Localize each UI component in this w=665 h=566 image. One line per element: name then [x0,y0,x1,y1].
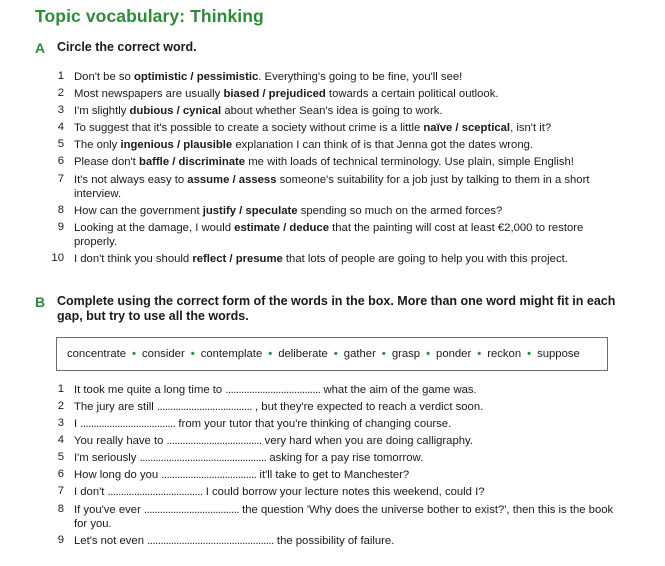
item-text-after: , isn't it? [510,122,552,134]
item-text-before: It's not always easy to [74,174,188,186]
item-text-after: someone's suitability for a job just by talking to them in a short interview. [74,174,590,200]
item-text [74,485,614,499]
item-text-before: I don't think you should [74,253,193,265]
answer-gap[interactable]: ................................................ [139,452,267,464]
word-option[interactable]: presume [235,253,283,265]
item-text-before: I [74,418,81,430]
item-text-after: spending so much on the armed forces? [297,205,503,217]
word-option[interactable]: cynical [182,105,222,117]
vocab-word: ponder [436,348,472,360]
item-number: 9 [57,534,64,546]
item-number: 7 [57,173,64,185]
item-text [74,155,614,169]
item-text-after: explanation I can think of is that Jenna got the dates wrong. [232,139,534,151]
item-text [74,417,614,431]
word-option[interactable]: assess [238,174,277,186]
option-separator: / [280,222,290,234]
section-b-header [35,294,617,324]
item-text [74,383,614,397]
option-separator: / [187,71,197,83]
item-text-after: me with loads of technical terminology. Use plain, simple English! [245,156,574,168]
word-option[interactable]: deduce [289,222,329,234]
item-number: 3 [57,417,64,429]
bullet-separator: • [426,348,431,360]
answer-gap[interactable]: .................................... [143,504,239,516]
item-text-before: How can the government [74,205,203,217]
item-text-before: Please don't [74,156,139,168]
item-number: 1 [57,70,64,82]
option-separator: / [229,174,239,186]
item-number: 6 [57,468,64,480]
item-text-after: asking for a pay rise tomorrow. [266,452,424,464]
item-text [74,104,614,118]
item-text [74,87,614,101]
item-text [74,138,614,152]
vocab-word: grasp [391,348,421,360]
item-text-after: what the aim of the game was. [320,384,477,396]
item-text-before: It took me quite a long time to [74,384,226,396]
word-option[interactable]: sceptical [461,122,511,134]
bullet-separator: • [132,348,137,360]
answer-gap[interactable]: .................................... [161,469,257,481]
bullet-separator: • [268,348,273,360]
page-title: Topic vocabulary: Thinking [35,6,264,26]
item-number: 5 [57,138,64,150]
word-option[interactable]: baffle [138,156,170,168]
option-separator: / [173,105,183,117]
answer-gap[interactable]: .................................... [80,418,176,430]
item-text-before: Let's not even [74,535,148,547]
item-number: 5 [57,451,64,463]
item-text [74,503,614,531]
vocab-word: concentrate [67,348,127,360]
item-text-before: Don't be so [74,71,134,83]
option-separator: / [169,156,179,168]
word-option[interactable]: estimate [234,222,280,234]
item-text [74,468,614,482]
word-option[interactable]: discriminate [178,156,246,168]
item-text-after: about whether Sean's idea is going to work. [221,105,443,117]
item-text-before: The jury are still [74,401,157,413]
item-text-after: from your tutor that you're thinking of changing course. [175,418,452,430]
item-text [74,70,614,84]
item-number: 2 [57,87,64,99]
vocab-word: gather [343,348,376,360]
item-text [74,252,614,266]
item-number: 2 [57,400,64,412]
item-number: 10 [51,252,64,264]
word-option[interactable]: optimistic [133,71,188,83]
word-option[interactable]: dubious [129,105,174,117]
item-text-after: , but they're expected to reach a verdict soon. [251,401,484,413]
item-text-after: the possibility of failure. [273,535,395,547]
item-text-after: towards a certain political outlook. [325,88,499,100]
item-text-after: very hard when you are doing calligraphy. [261,435,473,447]
item-text-after: the question 'Why does the universe bother to exist?', then this is the book for you. [74,504,614,530]
item-number: 8 [57,204,64,216]
item-number: 9 [57,221,64,233]
word-option[interactable]: justify [202,205,237,217]
bullet-separator: • [477,348,482,360]
word-option[interactable]: speculate [245,205,298,217]
option-separator: / [226,253,236,265]
option-separator: / [259,88,269,100]
item-number: 1 [57,383,64,395]
section-a-instruction: Circle the correct word. [57,40,197,54]
item-text-before: I'm slightly [74,105,130,117]
answer-gap[interactable]: .................................... [166,435,262,447]
option-separator: / [236,205,246,217]
option-separator: / [173,139,184,151]
item-text [74,221,614,249]
item-number: 6 [57,155,64,167]
item-text-before: You really have to [74,435,167,447]
item-text-before: How long do you [74,469,162,481]
section-a-header [35,40,617,56]
bullet-separator: • [527,348,532,360]
item-number: 8 [57,503,64,515]
item-text [74,173,614,201]
section-b-instruction: Complete using the correct form of the words in the box. More than one word might fit in each gap, but try to use all the words. [57,294,616,323]
item-text [74,121,614,135]
item-number: 7 [57,485,64,497]
item-number: 4 [57,434,64,446]
word-option[interactable]: plausible [183,139,233,151]
item-text [74,204,614,218]
section-a-letter: A [35,40,46,56]
vocab-word: suppose [537,348,580,360]
option-separator: / [452,122,462,134]
item-text-before: Most newspapers are usually [74,88,224,100]
answer-gap[interactable]: .................................... [225,384,321,396]
item-number: 4 [57,121,64,133]
item-text-before: I don't [74,486,108,498]
item-text-before: If you've ever [74,504,144,516]
word-option[interactable]: biased [223,88,260,100]
item-text-after: . Everything's going to be fine, you'll see! [258,71,463,83]
item-text-before: The only [74,139,121,151]
word-box [56,337,608,371]
vocab-word: deliberate [278,348,328,360]
item-text-after: I could borrow your lecture notes this weekend, could I? [202,486,485,498]
bullet-separator: • [190,348,195,360]
answer-gap[interactable]: .................................... [107,486,203,498]
word-option[interactable]: ingenious [120,139,174,151]
word-option[interactable]: reflect [192,253,227,265]
vocab-word: contemplate [200,348,263,360]
item-text-after: that the painting will cost at least €2,000 to restore properly. [74,222,584,248]
bullet-separator: • [381,348,386,360]
item-text-before: Looking at the damage, I would [74,222,235,234]
item-text-before: I'm seriously [74,452,140,464]
word-option[interactable]: assume [187,174,230,186]
item-text [74,400,614,414]
word-option[interactable]: pessimistic [196,71,259,83]
word-option[interactable]: prejudiced [268,88,326,100]
answer-gap[interactable]: .................................... [156,401,252,413]
word-option[interactable]: naïve [423,122,453,134]
item-text [74,434,614,448]
vocab-word: reckon [487,348,522,360]
answer-gap[interactable]: ................................................ [147,535,274,547]
item-text-after: that lots of people are going to help you with this project. [282,253,568,265]
item-text [74,451,614,465]
item-text-after: it'll take to get to Manchester? [256,469,410,481]
vocab-word: consider [142,348,185,360]
bullet-separator: • [333,348,338,360]
item-text-before: To suggest that it's possible to create a society without crime is a little [74,122,424,134]
item-number: 3 [57,104,64,116]
item-text [74,534,614,548]
section-b-letter: B [35,294,46,310]
